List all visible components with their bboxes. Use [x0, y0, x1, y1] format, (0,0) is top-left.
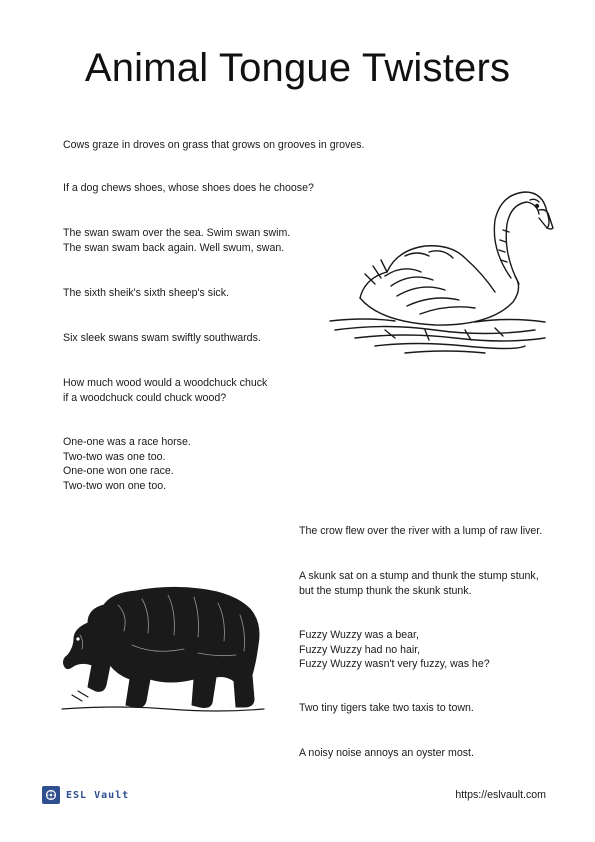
- tongue-twister-tigers: Two tiny tigers take two taxis to town.: [299, 702, 474, 714]
- tongue-twister-sheik: The sixth sheik's sixth sheep's sick.: [63, 287, 229, 299]
- tongue-twister-skunk: A skunk sat on a stump and thunk the stump stunk, but the stump thunk the skunk stunk.: [299, 570, 539, 597]
- tongue-twister-fuzzy-wuzzy: Fuzzy Wuzzy was a bear, Fuzzy Wuzzy had no hair, Fuzzy Wuzzy wasn't very fuzzy, was he?: [299, 629, 490, 670]
- tongue-twister-swans: Six sleek swans swam swiftly southwards.: [63, 332, 261, 344]
- tongue-twister-woodchuck: How much wood would a woodchuck chuck if a woodchuck could chuck wood?: [63, 377, 268, 404]
- logo-text: ESL Vault: [66, 789, 130, 801]
- esl-vault-logo[interactable]: [42, 784, 129, 806]
- tongue-twister-dog: If a dog chews shoes, whose shoes does he choose?: [63, 182, 314, 194]
- swan-illustration: [325, 180, 555, 360]
- tongue-twister-oyster: A noisy noise annoys an oyster most.: [299, 747, 474, 759]
- vault-icon: [42, 786, 60, 804]
- page-title: Animal Tongue Twisters: [84, 46, 511, 90]
- tongue-twister-swan: The swan swam over the sea. Swim swan swim. The swan swam back again. Well swum, swan.: [63, 227, 291, 254]
- tongue-twister-crow: The crow flew over the river with a lump of raw liver.: [299, 525, 543, 537]
- bear-illustration: [58, 575, 268, 715]
- tongue-twister-cows: Cows graze in droves on grass that grows on grooves in groves.: [63, 139, 365, 151]
- footer-url-link[interactable]: https://eslvault.com: [455, 789, 546, 801]
- tongue-twister-race-horse: One-one was a race horse. Two-two was one too. One-one won one race. Two-two won one too.: [63, 436, 191, 492]
